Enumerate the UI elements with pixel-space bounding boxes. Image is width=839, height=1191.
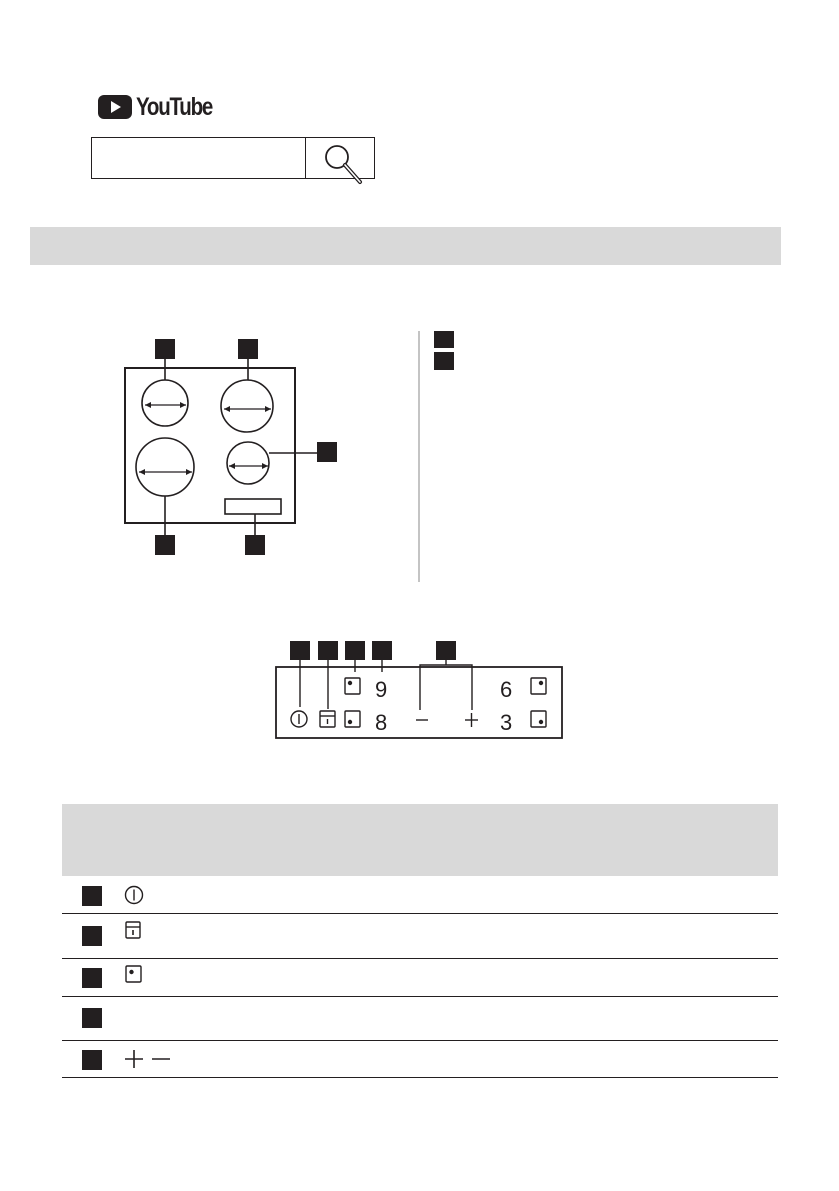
lock-icon (124, 921, 146, 943)
panel-callout-2 (318, 641, 338, 660)
row-number-square (82, 926, 102, 946)
row-number-square (82, 1008, 102, 1028)
panel-zone-indicator-front-right (531, 711, 546, 727)
table-row (62, 876, 778, 914)
table-header (62, 804, 778, 876)
panel-callout-1 (290, 641, 310, 660)
panel-callout-4 (372, 641, 392, 660)
callout-4 (155, 535, 175, 555)
digit-rear-left: 9 (375, 677, 388, 702)
zone-indicator-icon (124, 964, 146, 986)
power-icon (124, 884, 146, 906)
legend-square-2 (434, 352, 454, 370)
control-panel-diagram (0, 630, 839, 750)
digit-front-left: 8 (375, 710, 388, 735)
panel-zone-indicator-rear-right (531, 678, 546, 694)
panel-zone-indicator-rear (345, 678, 360, 694)
cooking-zone-front-left (136, 438, 194, 496)
callout-5 (245, 535, 265, 555)
row-number-square (82, 968, 102, 988)
digit-rear-right: 6 (500, 677, 513, 702)
plus-minus-icon (122, 1048, 172, 1070)
logo-text: YouTube (136, 92, 213, 121)
row-number-square (82, 1050, 102, 1070)
row-number-square (82, 886, 102, 906)
table-row (62, 996, 778, 1041)
panel-zone-indicator-front (345, 711, 360, 727)
panel-callout-5 (436, 641, 456, 660)
cooking-zone-front-right (227, 442, 269, 484)
panel-callout-3 (345, 641, 365, 660)
table-row (62, 913, 778, 959)
callout-3 (317, 442, 337, 462)
callout-1 (155, 339, 175, 359)
table-row (62, 1040, 778, 1078)
control-panel-outline (225, 499, 281, 514)
cooking-zone-rear-right (221, 380, 273, 432)
digit-front-right: 3 (500, 710, 513, 735)
callout-2 (238, 339, 258, 359)
legend-square-1 (434, 331, 454, 348)
table-row (62, 958, 778, 997)
